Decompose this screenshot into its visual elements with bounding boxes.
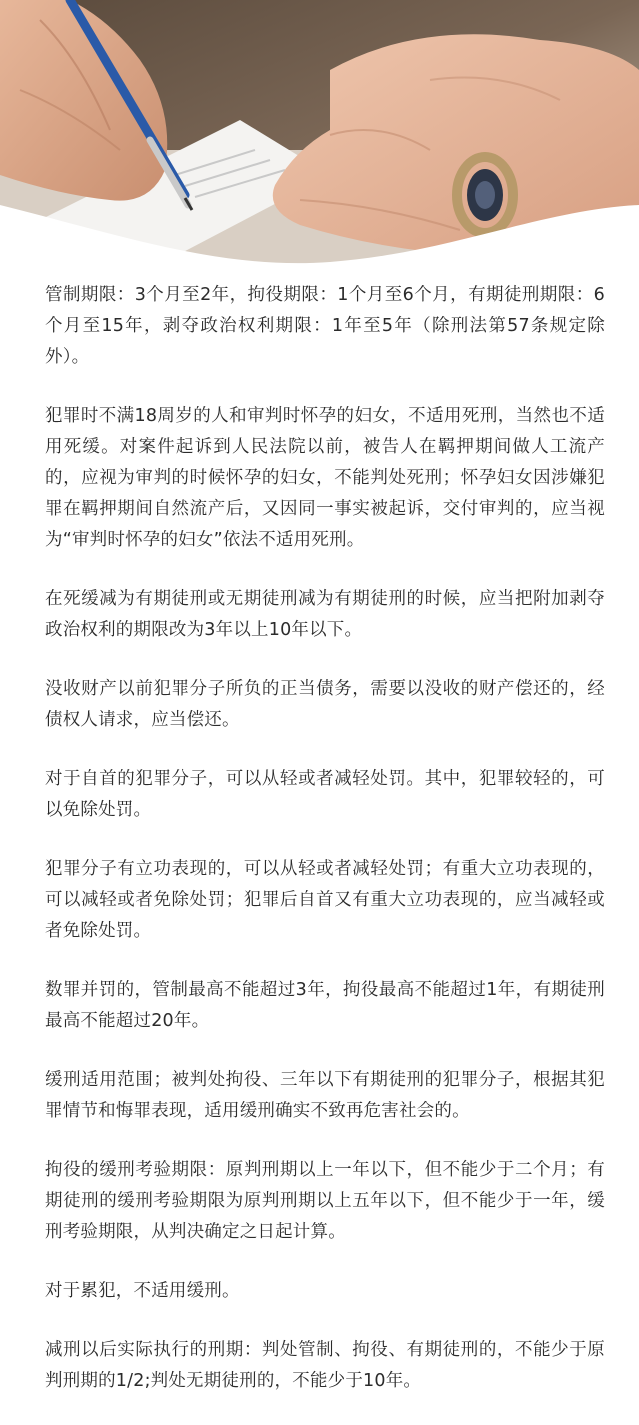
- paragraph-probation-period: 拘役的缓刑考验期限：原判刑期以上一年以下，但不能少于二个月；有期徒刑的缓刑考验期限为原判刑期以上五年以下，但不能少于一年，缓刑考验期限，从判决确定之日起计算。: [45, 1160, 605, 1242]
- hero-image: [0, 0, 639, 270]
- paragraph-debt-repayment: 没收财产以前犯罪分子所负的正当债务，需要以没收的财产偿还的，经债权人请求，应当偿还。: [45, 679, 605, 730]
- paragraph-recidivist: 对于累犯，不适用缓刑。: [45, 1281, 240, 1301]
- paragraph-surrender: 对于自首的犯罪分子，可以从轻或者减轻处罚。其中，犯罪较轻的，可以免除处罚。: [45, 769, 605, 820]
- paragraph-probation-scope: 缓刑适用范围；被判处拘役、三年以下有期徒刑的犯罪分子，根据其犯罪情节和悔罪表现，适用缓刑确实不致再危害社会的。: [45, 1070, 605, 1121]
- paragraph-sentence-limits: 管制期限：3个月至2年，拘役期限：1个月至6个月，有期徒刑期限：6个月至15年，剥夺政治权利期限：1年至5年（除刑法第57条规定除外）。: [45, 285, 605, 367]
- paragraph-combined-punishment: 数罪并罚的，管制最高不能超过3年，拘役最高不能超过1年，有期徒刑最高不能超过20年。: [45, 980, 605, 1031]
- article-body: [45, 280, 605, 1425]
- paragraph-meritorious-service: 犯罪分子有立功表现的，可以从轻或者减轻处罚；有重大立功表现的，可以减轻或者免除处罚；犯罪后自首又有重大立功表现的，应当减轻或者免除处罚。: [45, 859, 605, 941]
- paragraph-deprivation-term-change: 在死缓减为有期徒刑或无期徒刑减为有期徒刑的时候，应当把附加剥夺政治权利的期限改为3年以上10年以下。: [45, 589, 605, 640]
- paragraph-death-penalty-exemption: 犯罪时不满18周岁的人和审判时怀孕的妇女，不适用死刑，当然也不适用死缓。对案件起诉到人民法院以前，被告人在羁押期间做人工流产的，应视为审判的时候怀孕的妇女，不能判处死刑；怀孕妇女因涉嫌犯罪在羁押期间自然流产后，又因同一事实被起诉，交付审判的，应当视为“审判时怀孕的妇女”依法不适用死刑。: [45, 406, 605, 550]
- paragraph-commutation-minimum: 减刑以后实际执行的刑期：判处管制、拘役、有期徒刑的，不能少于原判刑期的1/2;判处无期徒刑的，不能少于10年。: [45, 1340, 605, 1391]
